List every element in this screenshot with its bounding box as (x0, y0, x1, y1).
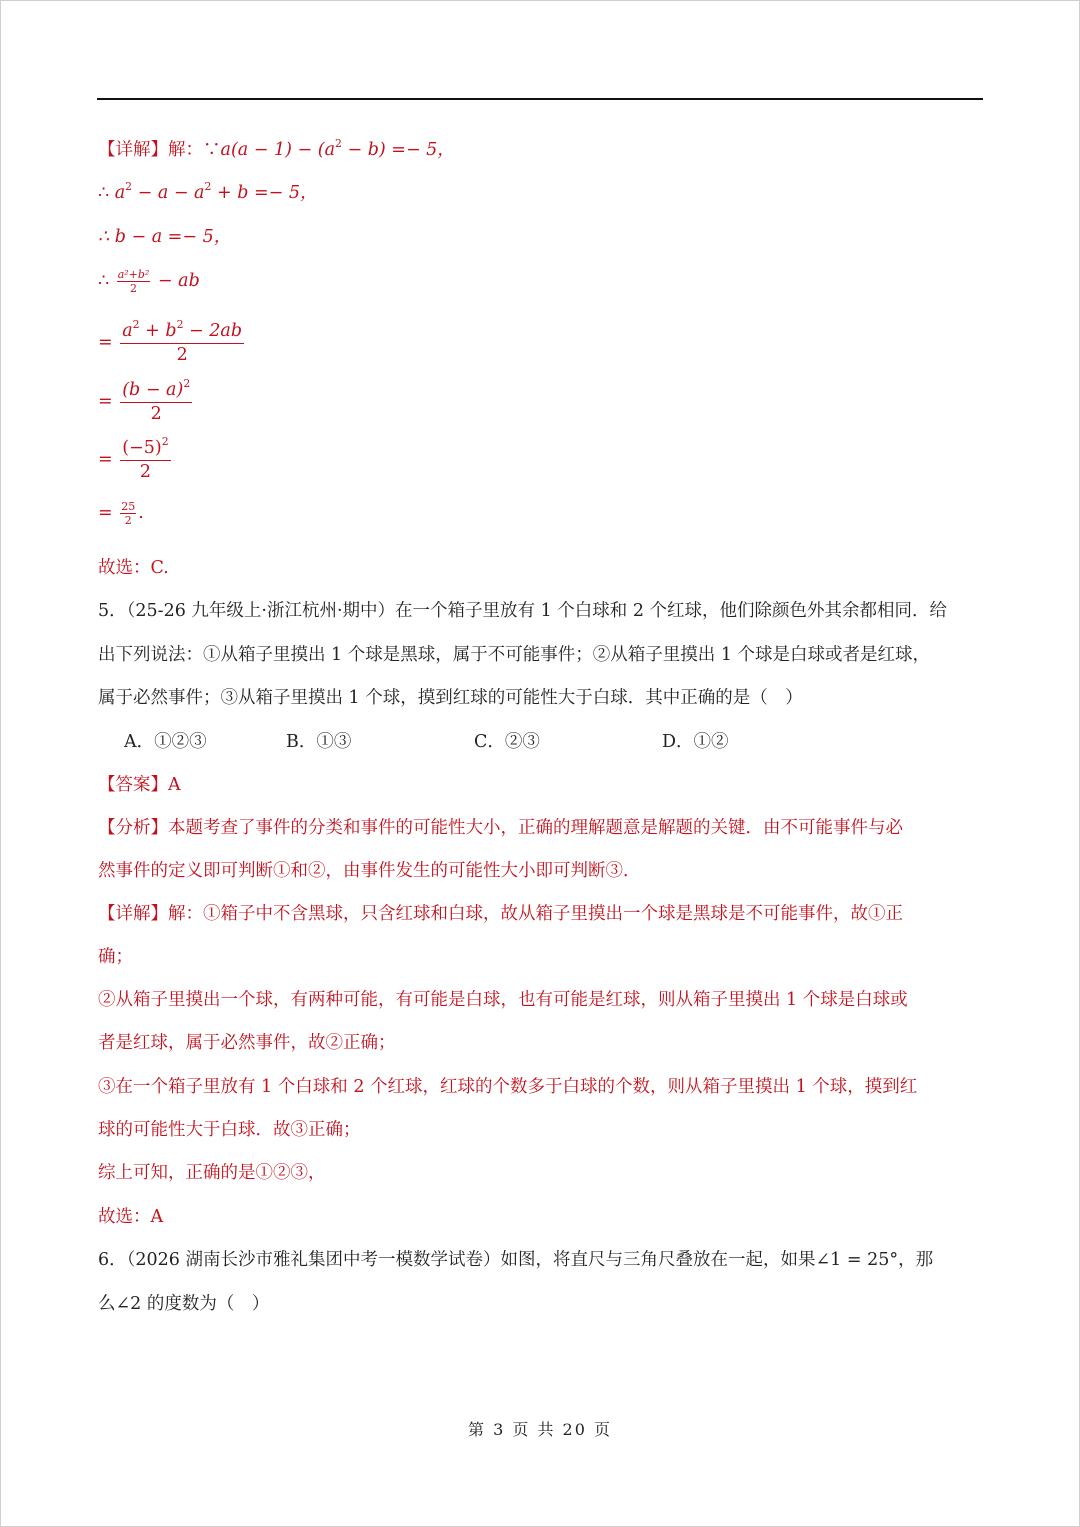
solution4-line2: ∴ $a^2 - a - a^2 + b =- 5$， (98, 179, 318, 203)
q5-analysis-line2: 然事件的定义即可判断①和②，由事件发生的可能性大小即可判断③． (98, 861, 641, 881)
q5-detail-line5: ③在一个箱子里放有 1 个白球和 2 个红球，红球的个数多于白球的个数，则从箱子里摸出 1 个球，摸到红 (98, 1077, 918, 1097)
solution4-line5: = $\frac{a^2 + b^2 - 2ab}{2}$ (98, 317, 243, 365)
solution4-line4: ∴ $\frac{\text{a²+b²}}{2}$ − ab (98, 268, 200, 295)
q5-option-d: D．①② (662, 732, 729, 752)
q5-answer: 【答案】A (98, 775, 181, 795)
q5-summary: 综上可知，正确的是①②③， (98, 1163, 326, 1183)
q5-choice: 故选：A (98, 1207, 164, 1227)
detail-tag: 【详解】 (98, 140, 168, 160)
fraction: $\frac{(b - a)^2}{2}$ (122, 376, 191, 424)
header-rule (97, 98, 983, 100)
q6-stem-line2: 么∠2 的度数为（ ） (98, 1294, 270, 1314)
fraction: $\frac{(-5)^2}{2}$ (122, 434, 169, 482)
q5-option-b: B．①③ (286, 732, 352, 752)
fraction: $\frac{25}{2}$ (121, 500, 136, 527)
q5-stem-line1: 5．（25-26 九年级上·浙江杭州·期中）在一个箱子里放有 1 个白球和 2 个红球，他们除颜色外其余都相同．给 (98, 601, 948, 621)
solution4-line6: = $\frac{(b - a)^2}{2}$ (98, 376, 191, 424)
q5-detail-line2: 确； (98, 947, 133, 967)
fraction: $\frac{\text{a²+b²}}{2}$ (117, 268, 150, 295)
q5-analysis-line1: 【分析】本题考查了事件的分类和事件的可能性大小，正确的理解题意是解题的关键．由不可能事件与必 (98, 818, 903, 838)
fraction: $\frac{a^2 + b^2 - 2ab}{2}$ (122, 317, 243, 365)
solution4-choice: 故选：C. (98, 558, 169, 578)
solution4-line1: 【详解】解：∵a(a − $1) - (a^2 - b) =- 5$， (98, 136, 455, 160)
q5-option-a: A．①②③ (124, 732, 207, 752)
q5-detail-line1: 【详解】解：①箱子中不含黑球，只含红球和白球，故从箱子里摸出一个球是黑球是不可能事件，故①正 (98, 904, 903, 924)
q5-stem-line2: 出下列说法：①从箱子里摸出 1 个球是黑球，属于不可能事件；②从箱子里摸出 1 个球是白球或者是红球， (98, 645, 931, 665)
solution4-line7: = $\frac{(-5)^2}{2}$ (98, 434, 169, 482)
q5-detail-line4: 者是红球，属于必然事件，故②正确； (98, 1033, 396, 1053)
solution4-line3: ∴ b − a =− 5， (98, 227, 232, 247)
q5-detail-line3: ②从箱子里摸出一个球，有两种可能，有可能是白球，也有可能是红球，则从箱子里摸出 1 个球是白球或 (98, 990, 908, 1010)
q6-stem-line1: 6．（2026 湖南长沙市雅礼集团中考一模数学试卷）如图，将直尺与三角尺叠放在一起，如果∠1 = 25°，那 (98, 1250, 934, 1270)
solution4-line8: = $\frac{25}{2}$ . (98, 500, 144, 527)
q5-detail-line6: 球的可能性大于白球．故③正确； (98, 1120, 361, 1140)
q5-stem-line3: 属于必然事件；③从箱子里摸出 1 个球，摸到红球的可能性大于白球．其中正确的是（ ） (98, 688, 803, 708)
page-number-footer: 第 3 页 共 20 页 (468, 1420, 612, 1439)
q5-option-c: C．②③ (474, 732, 540, 752)
